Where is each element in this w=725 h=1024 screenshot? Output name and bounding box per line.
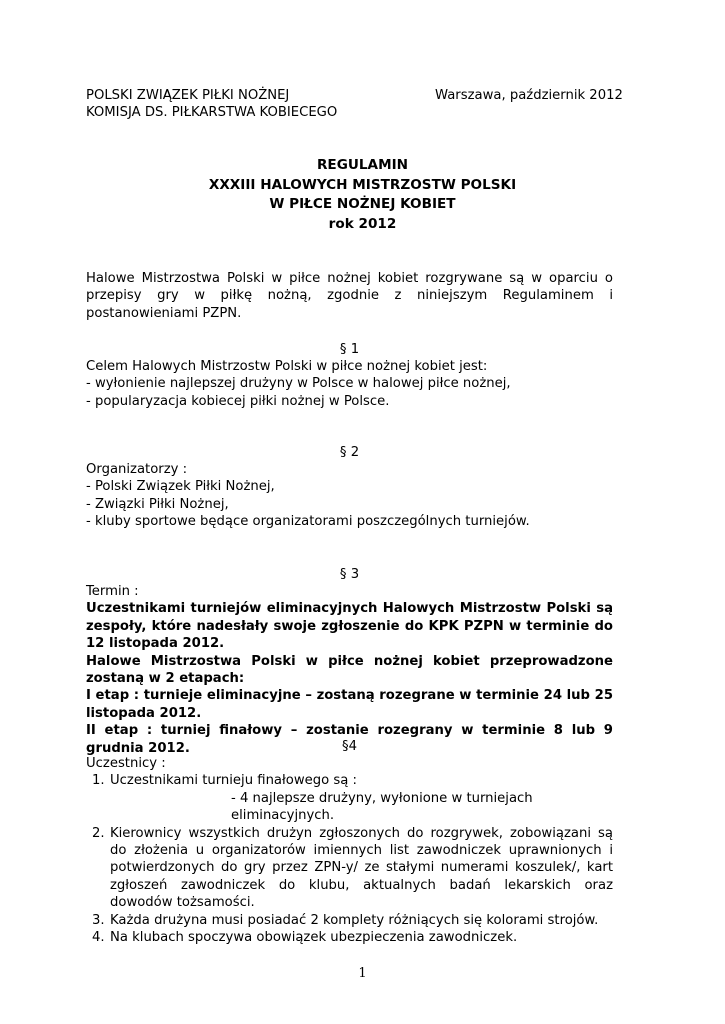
- title-line-3: W PIŁCE NOŻNEJ KOBIET: [269, 196, 456, 213]
- section-3-heading: § 3: [339, 567, 360, 582]
- page-number: 1: [358, 966, 367, 981]
- section-1-body: [86, 358, 613, 410]
- section-1-heading: § 1: [339, 342, 360, 357]
- list-item: [86, 825, 613, 912]
- list-item: [86, 929, 613, 946]
- organization-header: [86, 87, 337, 122]
- list-item: [86, 772, 613, 824]
- section-3-stages: Halowe Mistrzostwa Polski w piłce nożnej kobiet przeprowadzone zostaną w 2 etapach:: [86, 653, 613, 687]
- title-line-1: REGULAMIN: [316, 157, 409, 173]
- section-1-item: - popularyzacja kobiecej piłki nożnej w Polsce.: [86, 393, 390, 409]
- section-3-body: [86, 583, 613, 757]
- commission-name: KOMISJA DS. PIŁKARSTWA KOBIECEGO: [86, 105, 338, 121]
- section-1-lead: Celem Halowych Mistrzostw Polski w piłce nożnej kobiet jest:: [86, 359, 488, 374]
- section-1-item: - wyłonienie najlepszej drużyny w Polsce w halowej piłce nożnej,: [86, 376, 511, 392]
- title-line-4: rok 2012: [328, 216, 397, 233]
- section-4-body: [86, 755, 613, 946]
- section-2-item: - Polski Związek Piłki Nożnej,: [86, 479, 275, 495]
- intro-paragraph: Halowe Mistrzostwa Polski w piłce nożnej kobiet rozgrywane są w oparciu o przepisy gry w piłkę nożną, zgodnie z niniejszym Regulaminem i postanowieniami PZPN.: [86, 271, 613, 321]
- list-item-text: Na klubach spoczywa obowiązek ubezpieczenia zawodniczek.: [110, 930, 518, 946]
- place-date: Warszawa, październik 2012: [435, 88, 623, 103]
- section-2-body: [86, 461, 613, 531]
- list-item-number: 1.: [92, 773, 105, 789]
- section-3-stage-1: I etap : turnieje eliminacyjne – zostaną rozegrane w terminie 24 lub 25 listopada 2012.: [86, 688, 613, 721]
- section-3-stage-2: II etap : turniej finałowy – zostanie rozegrany w terminie 8 lub 9 grudnia 2012.: [86, 723, 613, 756]
- section-2-heading: § 2: [339, 445, 360, 460]
- list-item-text: Uczestnikami turnieju finałowego są :: [110, 773, 357, 789]
- list-item-text: Każda drużyna musi posiadać 2 komplety różniących się kolorami strojów.: [110, 912, 599, 928]
- list-item-number: 4.: [92, 930, 105, 946]
- section-2-lead: Organizatorzy :: [86, 462, 188, 477]
- section-4-list: [86, 772, 613, 946]
- org-name: POLSKI ZWIĄZEK PIŁKI NOŻNEJ: [86, 88, 290, 103]
- list-item-text: Kierownicy wszystkich drużyn zgłoszonych do rozgrywek, zobowiązani są do złożenia u organizatorów imiennych list zawodniczek uprawnionych i potwierdzonych do gry przez ZPN-y/ ze stałymi numerami koszulek/, kart zgłoszeń zawodniczek do klubu, aktualnych badań lekarskich oraz dowodów tożsamości.: [110, 825, 613, 911]
- title-line-2: XXXIII HALOWYCH MISTRZOSTW POLSKI: [208, 176, 517, 193]
- section-3-participants: Uczestnikami turniejów eliminacyjnych Halowych Mistrzostw Polski są zespoły, które nadesłały swoje zgłoszenie do KPK PZPN w terminie do 12 listopada 2012.: [86, 601, 613, 652]
- section-2-item: - Związki Piłki Nożnej,: [86, 496, 229, 512]
- section-4-heading: §4: [342, 739, 357, 754]
- list-item-number: 2.: [92, 825, 105, 841]
- section-4-lead: Uczestnicy :: [86, 756, 166, 771]
- list-item-number: 3.: [92, 912, 105, 928]
- list-sub-item: - 4 najlepsze drużyny, wyłonione w turniejach eliminacyjnych.: [231, 790, 533, 824]
- list-item: [86, 912, 613, 929]
- section-2-item: - kluby sportowe będące organizatorami poszczególnych turniejów.: [86, 514, 530, 530]
- section-3-lead: Termin :: [86, 584, 139, 599]
- document-title: [86, 156, 639, 235]
